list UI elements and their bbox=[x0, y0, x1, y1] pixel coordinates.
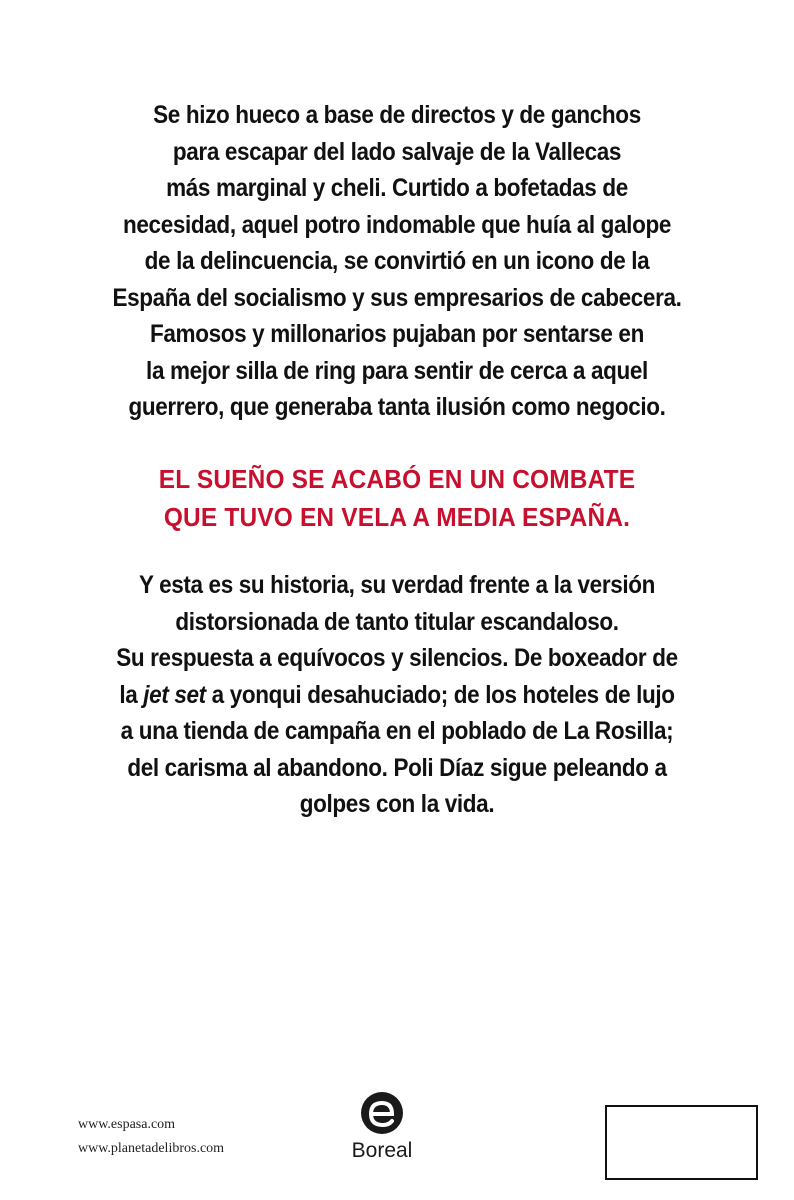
intro-line: la mejor silla de ring para sentir de cerca a aquel bbox=[146, 356, 648, 385]
intro-line: necesidad, aquel potro indomable que huía al galope bbox=[123, 210, 671, 239]
story-paragraph bbox=[0, 567, 794, 823]
publisher-urls bbox=[78, 1113, 224, 1161]
intro-line: para escapar del lado salvaje de la Vallecas bbox=[172, 137, 622, 166]
jet-set-italic: jet set bbox=[143, 680, 206, 709]
intro-line: guerrero, que generaba tanta ilusión como negocio. bbox=[128, 393, 666, 421]
publisher-logo bbox=[337, 1090, 427, 1180]
url-espasa[interactable]: www.espasa.com bbox=[78, 1117, 176, 1132]
story-line: Su respuesta a equívocos y silencios. De boxeador de bbox=[116, 644, 678, 672]
logo-label: Boreal bbox=[351, 1139, 413, 1162]
intro-paragraph bbox=[0, 97, 794, 426]
url-planetadelibros[interactable]: www.planetadelibros.com bbox=[78, 1141, 225, 1156]
story-line: golpes con la vida. bbox=[299, 790, 495, 818]
intro-line: más marginal y cheli. Curtido a bofetadas de bbox=[166, 174, 628, 202]
story-text: a yonqui desahuciado; de los hoteles de lujo bbox=[205, 680, 675, 709]
pull-quote-line: EL SUEÑO SE ACABÓ EN UN COMBATE bbox=[158, 464, 636, 494]
pull-quote bbox=[0, 460, 794, 536]
intro-line: Famosos y millonarios pujaban por sentarse en bbox=[150, 320, 644, 348]
story-text: la bbox=[119, 680, 144, 709]
intro-line: España del socialismo y sus empresarios de cabecera. bbox=[112, 283, 682, 312]
intro-line: Se hizo hueco a base de directos y de ganchos bbox=[153, 101, 641, 129]
story-line: del carisma al abandono. Poli Díaz sigue peleando a bbox=[127, 753, 667, 782]
intro-line: de la delincuencia, se convirtió en un icono de la bbox=[144, 247, 650, 275]
espasa-e-icon bbox=[359, 1090, 405, 1136]
barcode-box bbox=[605, 1105, 758, 1180]
story-line: Y esta es su historia, su verdad frente a la versión bbox=[138, 571, 656, 599]
story-line: distorsionada de tanto titular escandaloso. bbox=[175, 607, 619, 636]
story-line: a una tienda de campaña en el poblado de La Rosilla; bbox=[120, 717, 674, 745]
story-line-jet-set bbox=[40, 677, 755, 714]
pull-quote-line: QUE TUVO EN VELA A MEDIA ESPAÑA. bbox=[163, 502, 631, 532]
